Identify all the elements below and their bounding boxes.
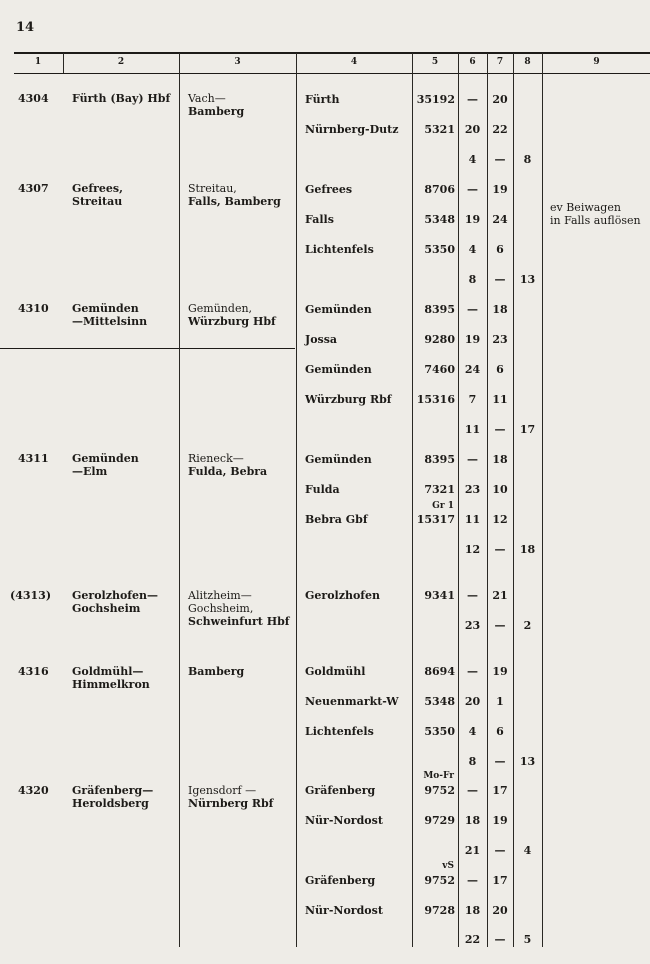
- col7-value: 18: [492, 453, 508, 466]
- col-divider: [179, 53, 180, 947]
- route-id: 4320: [18, 784, 49, 797]
- col6-value: 20: [464, 695, 481, 708]
- station-code: 9729: [424, 814, 455, 827]
- col8-value: 17: [519, 423, 536, 436]
- col6-value: 18: [464, 814, 481, 827]
- col7-value: 1: [496, 695, 504, 708]
- station-code: 5348: [424, 213, 455, 226]
- col6-value: —: [467, 784, 478, 797]
- station-name: Gemünden: [305, 363, 372, 376]
- col-divider: [296, 53, 297, 947]
- col7-value: —: [494, 844, 506, 857]
- route-via: Bamberg: [188, 105, 245, 118]
- col7-value: 20: [492, 93, 508, 106]
- col7-value: 20: [492, 904, 508, 917]
- station-code: 5321: [424, 123, 455, 136]
- col6-value: 7: [468, 393, 477, 406]
- station-name: Gefrees: [305, 183, 353, 196]
- route-via: Würzburg Hbf: [188, 315, 276, 328]
- page-number: 14: [16, 20, 35, 35]
- col6-value: 4: [468, 243, 477, 256]
- route-name: Goldmühl—: [72, 665, 144, 678]
- col6-value: —: [467, 874, 478, 887]
- route-name: Gerolzhofen—: [72, 589, 159, 602]
- col7-value: 10: [492, 483, 508, 496]
- col7-value: 11: [492, 393, 508, 406]
- route-via: Schweinfurt Hbf: [188, 615, 290, 628]
- station-code: 9728: [424, 904, 455, 917]
- station-code: 7321: [424, 483, 455, 496]
- route-remark: ev Beiwagen: [550, 201, 621, 214]
- table-header-rule: [14, 73, 650, 74]
- route-name: Gefrees,: [72, 182, 123, 195]
- col8-value: 13: [519, 273, 536, 286]
- col6-value: 12: [464, 543, 481, 556]
- route-name: Gemünden: [72, 452, 139, 465]
- note-vs: vS: [442, 861, 454, 871]
- col7-value: 12: [492, 513, 508, 526]
- station-code: 8694: [424, 665, 455, 678]
- col6-value: 19: [464, 213, 481, 226]
- route-divider-rule: [0, 348, 295, 349]
- route-name: Himmelkron: [72, 678, 150, 691]
- col7-value: 23: [492, 333, 508, 346]
- col6-value: 22: [464, 933, 481, 946]
- route-id: (4313): [10, 589, 52, 602]
- col6-value: —: [467, 665, 478, 678]
- station-code: 15317: [416, 513, 455, 526]
- station-code: 8395: [424, 453, 455, 466]
- col6-value: 4: [468, 725, 477, 738]
- station-name: Bebra Gbf: [305, 513, 368, 526]
- col7-value: 6: [496, 725, 504, 738]
- col6-value: —: [467, 183, 478, 196]
- table-top-rule: [14, 52, 650, 54]
- route-id: 4304: [18, 92, 49, 105]
- station-code: 15316: [416, 393, 455, 406]
- route-name: —Elm: [72, 465, 108, 478]
- route-name: Gemünden: [72, 302, 139, 315]
- route-via: Streitau,: [188, 182, 237, 195]
- col6-value: 23: [464, 483, 481, 496]
- col7-value: 17: [492, 874, 508, 887]
- station-code: 9752: [424, 874, 455, 887]
- col7-value: 19: [492, 814, 508, 827]
- col7-value: 18: [492, 303, 508, 316]
- col6-value: 8: [468, 273, 477, 286]
- station-code: 9341: [424, 589, 455, 602]
- station-name: Gemünden: [305, 303, 372, 316]
- col6-value: 8: [468, 755, 477, 768]
- col7-value: 22: [492, 123, 508, 136]
- col7-value: 19: [492, 665, 508, 678]
- station-code: 5350: [424, 725, 455, 738]
- station-name: Nür-Nordost: [305, 814, 383, 827]
- header-col-4: 4: [350, 57, 358, 67]
- route-via: Gemünden,: [188, 302, 253, 315]
- col6-value: —: [467, 589, 478, 602]
- route-via: Rieneck—: [188, 452, 244, 465]
- route-id: 4310: [18, 302, 49, 315]
- col7-value: 6: [496, 243, 504, 256]
- route-name: Gräfenberg—: [72, 784, 154, 797]
- route-id: 4311: [18, 452, 49, 465]
- station-code: 35192: [416, 93, 455, 106]
- col8-value: 5: [523, 933, 532, 946]
- col7-value: —: [494, 755, 506, 768]
- header-col-8: 8: [524, 57, 531, 67]
- col8-value: 2: [523, 619, 532, 632]
- col7-value: 19: [492, 183, 508, 196]
- route-name: —Mittelsinn: [72, 315, 148, 328]
- route-name: Fürth (Bay) Hbf: [72, 92, 171, 105]
- route-via: Nürnberg Rbf: [188, 797, 274, 810]
- route-via: Bamberg: [188, 665, 245, 678]
- col6-value: 24: [464, 363, 481, 376]
- station-name: Fürth: [305, 93, 340, 106]
- col6-value: 4: [468, 153, 477, 166]
- col7-value: —: [494, 423, 506, 436]
- col7-value: 6: [496, 363, 504, 376]
- station-name: Jossa: [305, 333, 338, 346]
- station-name: Würzburg Rbf: [305, 393, 392, 406]
- col7-value: —: [494, 933, 506, 946]
- station-name: Goldmühl: [305, 665, 366, 678]
- note-gr1: Gr 1: [432, 501, 454, 511]
- col6-value: 21: [464, 844, 481, 857]
- route-via: Igensdorf —: [188, 784, 257, 797]
- col6-value: 11: [464, 513, 481, 526]
- header-col-2: 2: [117, 57, 125, 67]
- col6-value: —: [467, 453, 478, 466]
- station-name: Gräfenberg: [305, 874, 376, 887]
- col7-value: —: [494, 619, 506, 632]
- col7-value: 17: [492, 784, 508, 797]
- col-divider: [542, 53, 543, 947]
- route-name: Heroldsberg: [72, 797, 149, 810]
- col7-value: —: [494, 273, 506, 286]
- col-divider: [513, 53, 514, 947]
- station-code: 7460: [424, 363, 455, 376]
- col6-value: 20: [464, 123, 481, 136]
- station-name: Lichtenfels: [305, 725, 374, 738]
- col7-value: —: [494, 543, 506, 556]
- route-via: Falls, Bamberg: [188, 195, 281, 208]
- route-name: Streitau: [72, 195, 123, 208]
- col8-value: 8: [523, 153, 532, 166]
- col6-value: —: [467, 93, 478, 106]
- station-name: Fulda: [305, 483, 340, 496]
- col8-value: 4: [523, 844, 532, 857]
- col6-value: 18: [464, 904, 481, 917]
- route-id: 4307: [18, 182, 49, 195]
- col7-value: 21: [492, 589, 508, 602]
- header-col-9: 9: [593, 57, 600, 67]
- col6-value: 19: [464, 333, 481, 346]
- station-code: 9280: [424, 333, 455, 346]
- col6-value: —: [467, 303, 478, 316]
- station-name: Falls: [305, 213, 334, 226]
- col7-value: 24: [492, 213, 508, 226]
- col7-value: —: [494, 153, 506, 166]
- station-code: 5348: [424, 695, 455, 708]
- route-via: Fulda, Bebra: [188, 465, 268, 478]
- route-name: Gochsheim: [72, 602, 141, 615]
- col8-value: 18: [519, 543, 536, 556]
- route-remark: in Falls auflösen: [550, 214, 641, 227]
- col6-value: 23: [464, 619, 481, 632]
- header-col-3: 3: [234, 57, 241, 67]
- header-col-6: 6: [469, 57, 476, 67]
- route-via: Vach—: [188, 92, 226, 105]
- station-name: Neuenmarkt-W: [305, 695, 399, 708]
- station-name: Nür-Nordost: [305, 904, 383, 917]
- col8-value: 13: [519, 755, 536, 768]
- station-code: 9752: [424, 784, 455, 797]
- route-via: Gochsheim,: [188, 602, 254, 615]
- header-col-7: 7: [496, 57, 504, 67]
- note-mofr: Mo-Fr: [423, 771, 454, 781]
- route-via: Alitzheim—: [188, 589, 252, 602]
- station-code: 5350: [424, 243, 455, 256]
- station-name: Gerolzhofen: [305, 589, 381, 602]
- station-name: Gräfenberg: [305, 784, 376, 797]
- header-col-1: 1: [34, 57, 42, 67]
- route-id: 4316: [18, 665, 49, 678]
- station-name: Gemünden: [305, 453, 372, 466]
- station-name: Nürnberg-Dutz: [305, 123, 399, 136]
- station-name: Lichtenfels: [305, 243, 374, 256]
- station-code: 8706: [424, 183, 455, 196]
- col6-value: 11: [464, 423, 481, 436]
- header-col-5: 5: [431, 57, 439, 67]
- station-code: 8395: [424, 303, 455, 316]
